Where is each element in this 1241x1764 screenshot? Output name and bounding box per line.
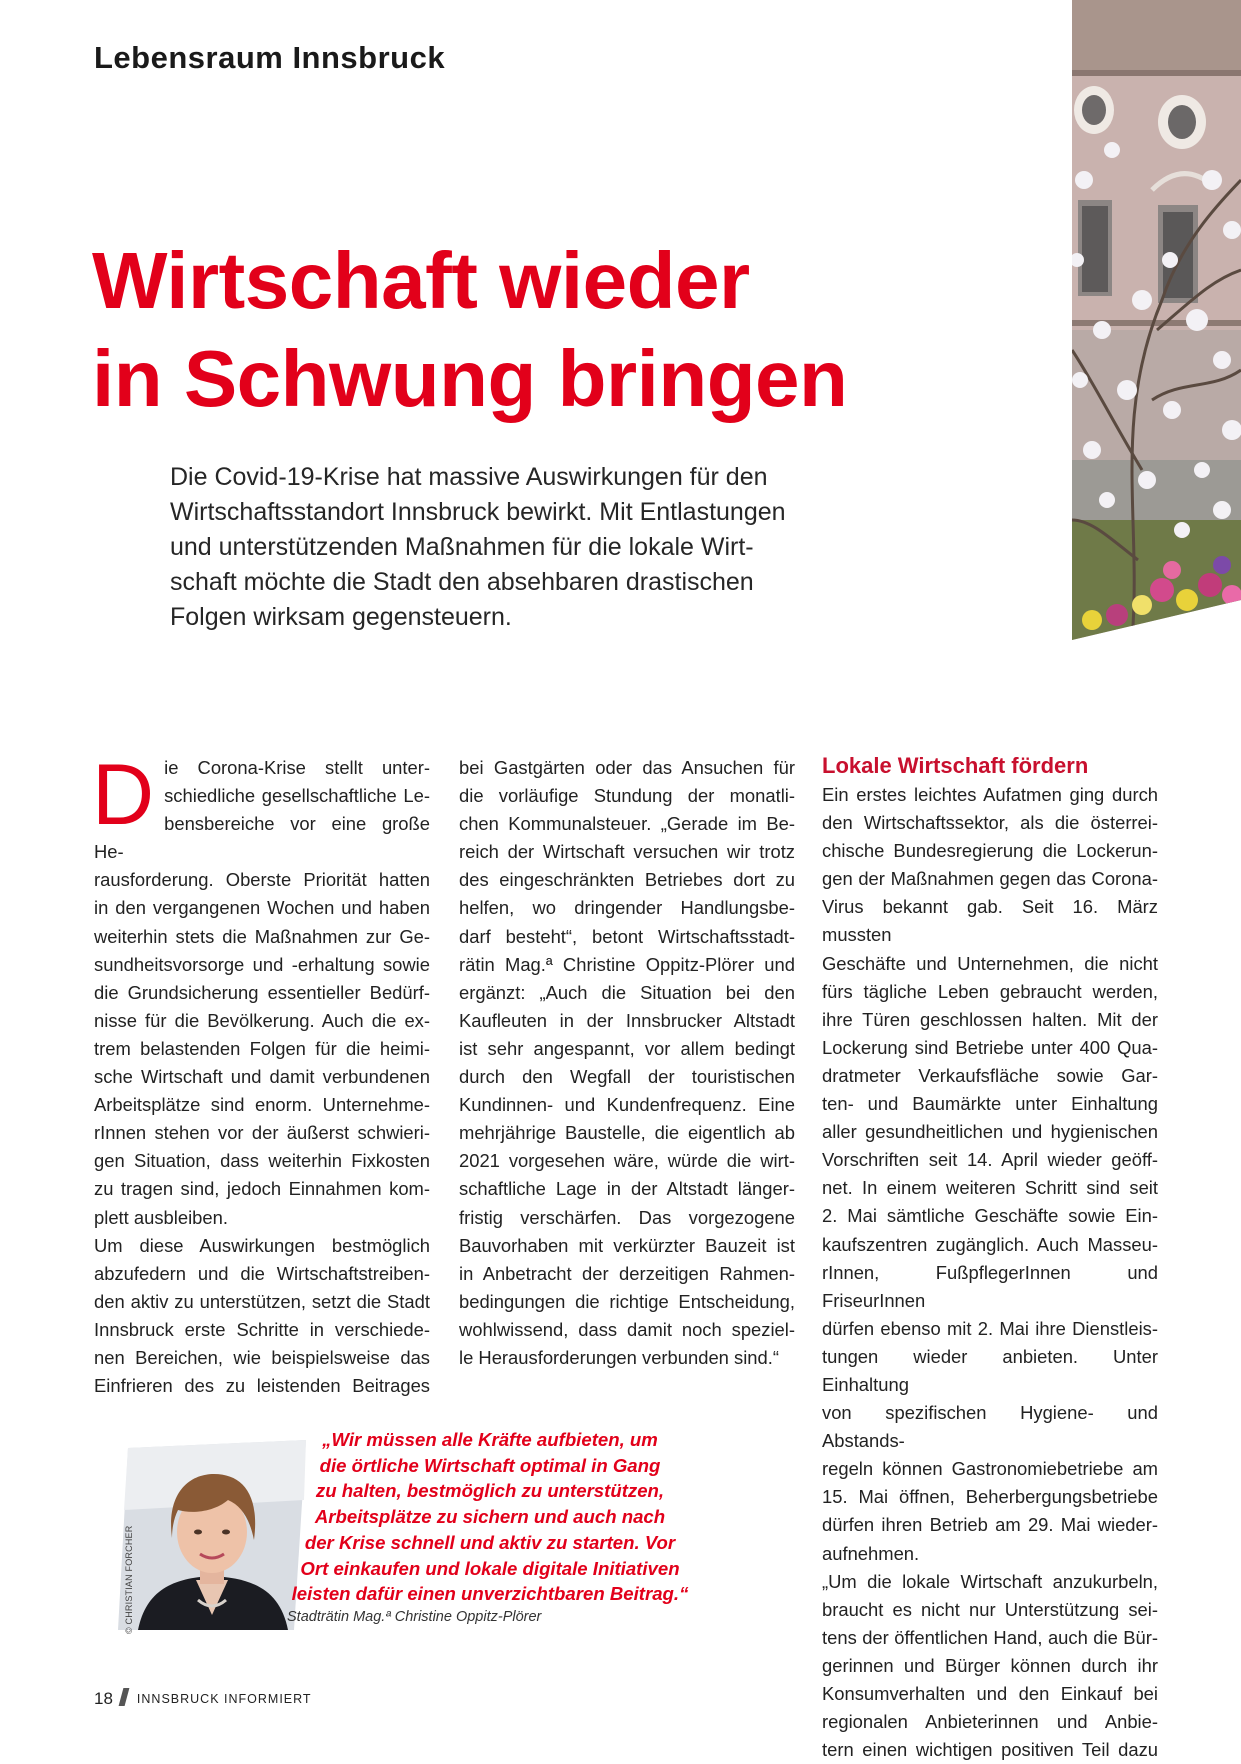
text-line: ten- und Baumärkte unter Einhaltung: [822, 1093, 1158, 1115]
text-line: Innsbruck erste Schritte in verschiede-: [94, 1318, 430, 1340]
text-line: in Anbetracht der derzeitigen Rahmen-: [459, 1262, 795, 1284]
text-line: abzufedern und die Wirtschaftstreiben-: [94, 1262, 430, 1284]
headline-line: in Schwung bringen: [92, 334, 848, 423]
text-line: Kaufleuten in der Innsbrucker Altstadt: [459, 1009, 795, 1031]
text-line: 2. Mai sämtliche Geschäfte sowie Ein-: [822, 1205, 1158, 1227]
text-line: fürs tägliche Leben gebraucht werden,: [822, 980, 1158, 1002]
text-line: zu tragen sind, jedoch Einnahmen kom-: [94, 1178, 430, 1200]
lead-line: Die Covid-19-Krise hat massive Auswirkungen für den: [170, 463, 768, 491]
text-line: bedingungen die richtige Entscheidung,: [459, 1290, 795, 1312]
text-line: nisse für die Bevölkerung. Auch die ex-: [94, 1009, 430, 1031]
text-line: helfen, wo dringender Handlungsbe-: [459, 897, 795, 919]
text-line: Bauvorhaben mit verkürzter Bauzeit ist: [459, 1234, 795, 1256]
quote-line: Arbeitsplätze zu sichern und auch nach: [314, 1506, 666, 1528]
text-line: sundheitsvorsorge und -erhaltung sowie: [94, 953, 430, 975]
text-line: gerinnen und Bürger können durch ihr: [822, 1654, 1158, 1676]
text-line: rätin Mag.ª Christine Oppitz-Plörer und: [459, 953, 795, 975]
text-line: le Herausforderungen verbunden sind.“: [459, 1346, 779, 1368]
text-line: ihre Türen geschlossen halten. Mit der: [822, 1008, 1158, 1030]
text-line: tungen wieder anbieten. Unter Einhaltung: [822, 1345, 1158, 1395]
lead-line: und unterstützenden Maßnahmen für die lokale Wirt-: [170, 533, 754, 561]
text-line: gen der Maßnahmen gegen das Corona-: [822, 868, 1158, 890]
text-line: Virus bekannt gab. Seit 16. März mussten: [822, 896, 1158, 946]
subheading: Lokale Wirtschaft fördern: [822, 753, 1089, 778]
text-line: tens der öffentlichen Hand, auch die Bür-: [822, 1626, 1158, 1648]
text-line: den aktiv zu unterstützen, setzt die Stadt: [94, 1290, 430, 1312]
drop-cap: D: [92, 747, 155, 843]
text-line: wohlwissend, dass damit noch speziel-: [459, 1318, 795, 1340]
text-line: aller gesundheitlichen und hygienischen: [822, 1121, 1158, 1143]
text-line: sche Wirtschaft und damit verbundenen: [94, 1066, 430, 1088]
portrait-photo: [118, 1440, 306, 1630]
lead-line: schaft möchte die Stadt den absehbaren drastischen: [170, 568, 754, 596]
text-line: durch den Wegfall der touristischen: [459, 1066, 795, 1088]
text-line: 15. Mai öffnen, Beherbergungsbetriebe: [822, 1486, 1158, 1508]
text-line: fristig verschärfen. Das vorgezogene: [459, 1206, 795, 1228]
text-line: Konsumverhalten und den Einkauf bei: [822, 1683, 1158, 1704]
text-line: rInnen, FußpflegerInnen und FriseurInnen: [822, 1261, 1158, 1311]
quote-line: Ort einkaufen und lokale digitale Initiativen: [300, 1557, 680, 1579]
text-line: ist sehr angespannt, vor allem bedingt: [459, 1037, 795, 1059]
text-line: die vorläufige Stundung der monatli-: [459, 785, 795, 807]
text-line: 2021 vorgesehen wäre, würde die wirt-: [459, 1150, 795, 1172]
text-line: regionalen Anbieterinnen und Anbie-: [822, 1711, 1158, 1733]
text-line: rausforderung. Oberste Priorität hatten: [94, 869, 430, 891]
text-line: trem belastenden Folgen für die heimi-: [94, 1037, 430, 1059]
text-line: schaftliche Lage in der Altstadt länger-: [459, 1178, 795, 1200]
lead-paragraph: [170, 460, 790, 635]
quote-author: Stadträtin Mag.ª Christine Oppitz-Plörer: [287, 1609, 542, 1625]
header-photo: [1072, 0, 1241, 640]
text-line: dürfen ihren Betrieb am 29. Mai wieder-: [822, 1514, 1158, 1536]
text-line: mehrjährige Baustelle, die eigentlich ab: [459, 1122, 795, 1144]
pull-quote: [290, 1427, 690, 1607]
lead-line: Folgen wirksam gegensteuern.: [170, 603, 512, 631]
footer-separator: [119, 1688, 130, 1706]
text-line: chen Kommunalsteuer. „Gerade im Be-: [459, 813, 795, 835]
text-line: bei Gastgärten oder das Ansuchen für: [459, 757, 795, 778]
text-line: Geschäfte und Unternehmen, die nicht: [822, 952, 1158, 974]
text-line: tern einen wichtigen positiven Teil dazu: [822, 1739, 1158, 1761]
text-line: des eingeschränkten Betriebes dort zu: [459, 869, 795, 891]
text-line: von spezifischen Hygiene- und Abstands-: [822, 1402, 1158, 1452]
quote-line: der Krise schnell und aktiv zu starten. Vor: [304, 1531, 676, 1553]
text-line: weiterhin stets die Maßnahmen zur Ge-: [94, 925, 430, 947]
article-column-1: [92, 747, 430, 1400]
text-line: reich der Wirtschaft versuchen wir trotz: [459, 841, 795, 863]
text-line: darf besteht“, betont Wirtschaftsstadt-: [459, 925, 795, 947]
text-line: Ein erstes leichtes Aufatmen ging durch: [822, 784, 1158, 805]
text-line: Arbeitsplätze sind enorm. Unternehme-: [94, 1094, 430, 1116]
text-line: regeln können Gastronomiebetriebe am: [822, 1458, 1158, 1480]
text-line: ergänzt: „Auch die Situation bei den: [459, 981, 795, 1003]
text-line: nen Bereichen, wie beispielsweise das: [94, 1346, 430, 1368]
page-footer: [94, 1688, 312, 1709]
page-number: 18: [94, 1689, 113, 1708]
text-line: Kundinnen- und Kundenfrequenz. Eine: [459, 1094, 795, 1116]
text-line: rInnen stehen vor der äußerst schwieri-: [94, 1122, 430, 1144]
quote-line: die örtliche Wirtschaft optimal in Gang: [319, 1454, 661, 1476]
headline-line: Wirtschaft wieder: [92, 236, 750, 325]
photo-credit: © CHRISTIAN FORCHER: [124, 1525, 134, 1634]
text-line: schiedliche gesellschaftliche Le-: [164, 785, 430, 807]
article-column-3: [822, 752, 1158, 1764]
text-line: Lockerung sind Betriebe unter 400 Qua-: [822, 1036, 1158, 1058]
lead-line: Wirtschaftsstandort Innsbruck bewirkt. Mit Entlastungen: [170, 498, 786, 526]
section-title: Lebensraum Innsbruck: [94, 40, 446, 75]
text-line: den Wirtschaftssektor, als die österrei-: [822, 812, 1158, 834]
text-line: dratmeter Verkaufsfläche sowie Gar-: [822, 1064, 1158, 1086]
text-line: aufnehmen.: [822, 1542, 920, 1564]
text-line: chische Bundesregierung die Lockerun-: [822, 840, 1158, 862]
text-line: dürfen ebenso mit 2. Mai ihre Dienstleis-: [822, 1317, 1158, 1339]
text-line: gen Situation, dass weiterhin Fixkosten: [94, 1150, 430, 1172]
text-line: „Um die lokale Wirtschaft anzukurbeln,: [822, 1570, 1158, 1592]
text-line: Vorschriften seit 14. April wieder geöff-: [822, 1149, 1158, 1171]
text-line: Um diese Auswirkungen bestmöglich: [94, 1234, 430, 1256]
text-line: bensbereiche vor eine große He-: [94, 813, 430, 863]
headline: [92, 232, 852, 428]
text-line: braucht es nicht nur Unterstützung sei-: [822, 1598, 1158, 1620]
quote-line: leisten dafür einen unverzichtbaren Beitrag.“: [291, 1583, 689, 1605]
text-line: Einfrieren des zu leistenden Beitrages: [94, 1375, 430, 1397]
text-line: kaufszentren zugänglich. Auch Masseu-: [822, 1233, 1158, 1255]
text-line: net. In einem weiteren Schritt sind seit: [822, 1177, 1158, 1199]
magazine-name: INNSBRUCK INFORMIERT: [136, 1692, 312, 1706]
article-column-2: [459, 754, 795, 1372]
text-line: ie Corona-Krise stellt unter-: [164, 757, 430, 778]
text-line: plett ausbleiben.: [94, 1206, 228, 1228]
quote-line: „Wir müssen alle Kräfte aufbieten, um: [322, 1429, 658, 1450]
text-line: die Grundsicherung essentieller Bedürf-: [94, 981, 430, 1003]
quote-line: zu halten, bestmöglich zu unterstützen,: [315, 1480, 665, 1502]
text-line: in den vergangenen Wochen und haben: [94, 897, 430, 919]
